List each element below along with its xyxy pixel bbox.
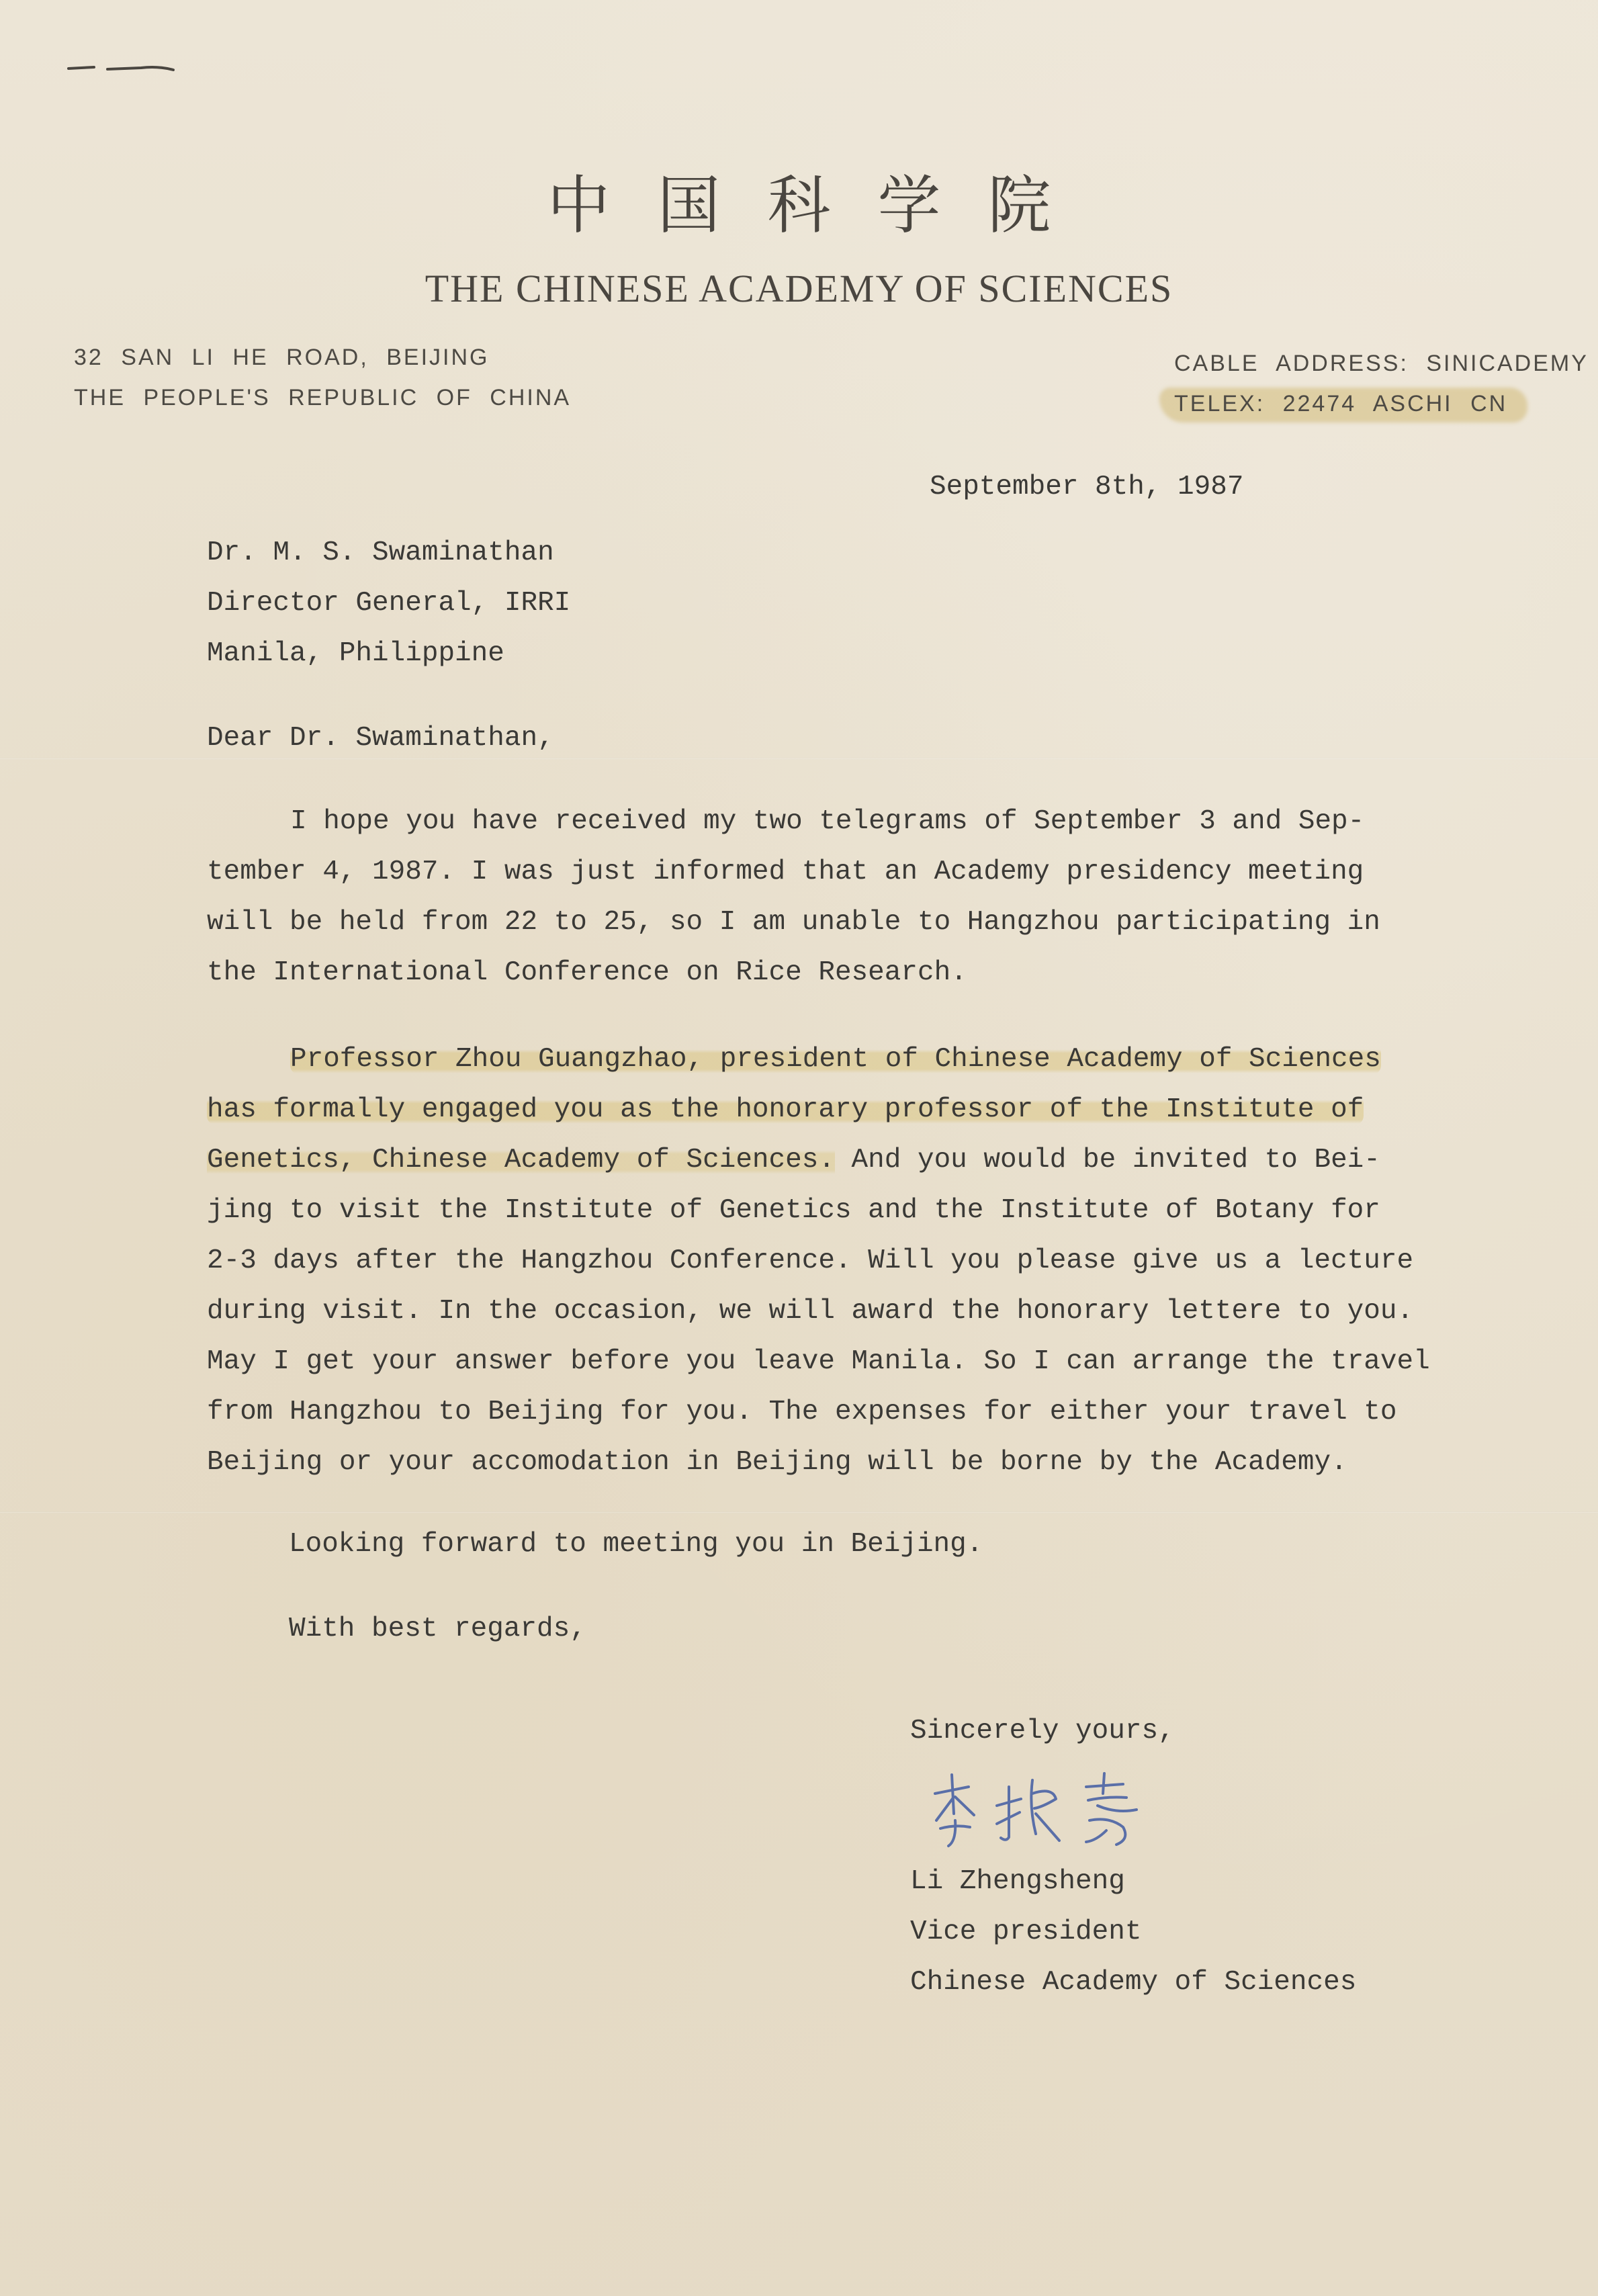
letterhead-english-name: THE CHINESE ACADEMY OF SCIENCES xyxy=(425,267,1173,310)
letterhead-contact xyxy=(1174,343,1589,424)
paper-fold-line xyxy=(0,1511,1598,1513)
recipient-line: Director General, IRRI xyxy=(207,588,571,619)
paragraph-line: 2-3 days after the Hangzhou Conference. Will you please give us a lecture xyxy=(207,1245,1414,1276)
address-line: THE PEOPLE'S REPUBLIC OF CHINA xyxy=(74,385,572,410)
closing-regards: With best regards, xyxy=(289,1614,586,1644)
ink-mark xyxy=(67,62,175,75)
paragraph-line xyxy=(207,1034,1430,1085)
letterhead-address xyxy=(74,337,571,418)
paragraph-2 xyxy=(207,1034,1430,1488)
paragraph-line: tember 4, 1987. I was just informed that an Academy presidency meeting xyxy=(207,856,1364,887)
cable-address: CABLE ADDRESS: SINICADEMY xyxy=(1174,351,1589,376)
telex-number: TELEX: 22474 ASCHI CN xyxy=(1174,384,1507,424)
recipient-line: Manila, Philippine xyxy=(207,638,504,669)
paragraph-line: will be held from 22 to 25, so I am unable to Hangzhou participating in xyxy=(207,907,1380,938)
letter-date: September 8th, 1987 xyxy=(930,472,1244,502)
highlighted-text: has formally engaged you as the honorary professor of the Institute of xyxy=(207,1094,1364,1125)
closing-line: Looking forward to meeting you in Beijing. xyxy=(289,1529,983,1560)
paragraph-1 xyxy=(207,797,1380,998)
paragraph-line: during visit. In the occasion, we will award the honorary lettere to you. xyxy=(207,1296,1414,1327)
paragraph-line: jing to visit the Institute of Genetics and the Institute of Botany for xyxy=(207,1195,1380,1226)
paragraph-line: I hope you have received my two telegrams of September 3 and Sep- xyxy=(290,806,1365,837)
salutation: Dear Dr. Swaminathan, xyxy=(207,723,554,754)
paragraph-line: Beijing or your accomodation in Beijing will be borne by the Academy. xyxy=(207,1447,1347,1478)
paragraph-line xyxy=(207,1085,1430,1135)
address-line: 32 SAN LI HE ROAD, BEIJING xyxy=(74,345,490,370)
recipient-line: Dr. M. S. Swaminathan xyxy=(207,537,554,568)
handwritten-signature xyxy=(922,1767,1177,1854)
paragraph-line xyxy=(207,1135,1430,1186)
highlighted-text: Genetics, Chinese Academy of Sciences. xyxy=(207,1145,835,1176)
signer-title: Vice president xyxy=(910,1916,1142,1947)
signature-block xyxy=(910,1857,1356,2008)
signer-name: Li Zhengsheng xyxy=(910,1866,1125,1897)
highlighted-text: Professor Zhou Guangzhao, president of Chinese Academy of Sciences xyxy=(290,1044,1381,1075)
sign-off: Sincerely yours, xyxy=(910,1716,1175,1747)
paragraph-line: from Hangzhou to Beijing for you. The expenses for either your travel to xyxy=(207,1397,1397,1427)
paragraph-line: the International Conference on Rice Research. xyxy=(207,957,967,988)
paragraph-line: May I get your answer before you leave Manila. So I can arrange the travel xyxy=(207,1346,1430,1377)
paragraph-text: And you would be invited to Bei- xyxy=(834,1145,1380,1176)
signer-organization: Chinese Academy of Sciences xyxy=(910,1967,1357,1998)
recipient-block xyxy=(207,528,570,679)
letterhead-chinese-name: 中国科学院 xyxy=(547,169,1098,242)
